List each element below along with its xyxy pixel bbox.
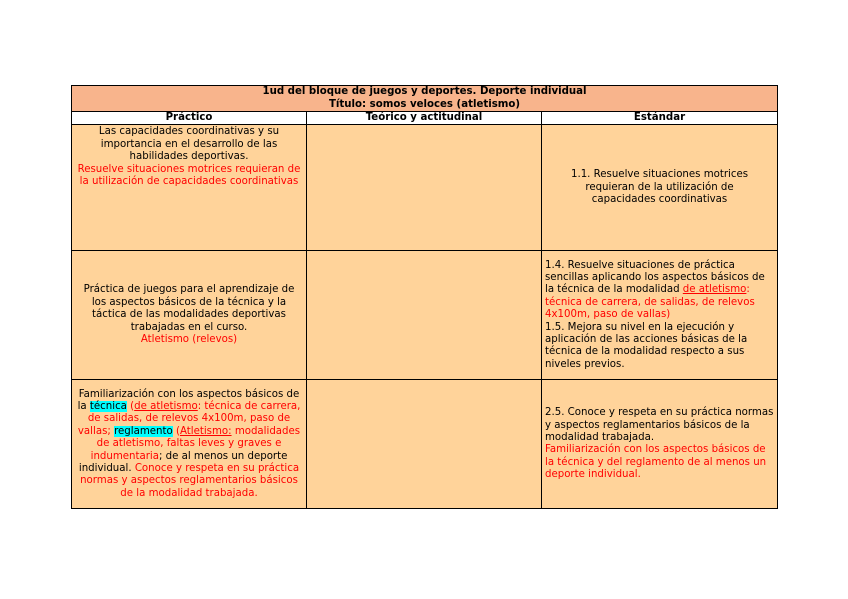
cell-practico: Familiarización con los aspectos básicos de la técnica (de atletismo: técnica de carrera, de salidas, de relevos 4x100m, paso de vallas; reglamento (Atletismo: modalidades de atletismo, faltas leves y graves e indumentaria; de al menos un deporte individual. Conoce y respeta en su práctica normas y aspectos reglamentarios básicos de la modalidad trabajada.	[72, 380, 307, 509]
table-title-cell	[72, 86, 778, 112]
cell-estandar: 1.1. Resuelve situaciones motrices requieran de la utilización de capacidades coordinativas	[542, 125, 778, 251]
column-header-estandar: Estándar	[542, 112, 778, 125]
table-subtitle: Título: somos veloces (atletismo)	[328, 98, 521, 110]
table-row	[72, 251, 778, 380]
table-row	[72, 125, 778, 251]
column-header-teorico: Teórico y actitudinal	[307, 112, 542, 125]
cell-teorico	[307, 125, 542, 251]
cell-estandar: 1.4. Resuelve situaciones de práctica sencillas aplicando los aspectos básicos de la técnica de la modalidad de atletismo: técnica de carrera, de salidas, de relevos 4x100m, paso de vallas) 1.5. Mejora su nivel en la ejecución y aplicación de las acciones básicas de la técnica de la modalidad respecto a sus niveles previos.	[542, 251, 778, 380]
table-row	[72, 380, 778, 509]
column-header-practico: Práctico	[72, 112, 307, 125]
cell-practico: Las capacidades coordinativas y su importancia en el desarrollo de las habilidades deportivas. Resuelve situaciones motrices requieran de la utilización de capacidades coordinativas	[72, 125, 307, 251]
table-title: 1ud del bloque de juegos y deportes. Deporte individual	[262, 86, 587, 98]
cell-teorico	[307, 380, 542, 509]
cell-estandar: 2.5. Conoce y respeta en su práctica normas y aspectos reglamentarios básicos de la modalidad trabajada. Familiarización con los aspectos básicos de la técnica y del reglamento de al menos un deporte individual.	[542, 380, 778, 509]
cell-practico: Práctica de juegos para el aprendizaje de los aspectos básicos de la técnica y la táctica de las modalidades deportivas trabajadas en el curso. Atletismo (relevos)	[72, 251, 307, 380]
cell-teorico	[307, 251, 542, 380]
curriculum-table	[71, 85, 778, 509]
